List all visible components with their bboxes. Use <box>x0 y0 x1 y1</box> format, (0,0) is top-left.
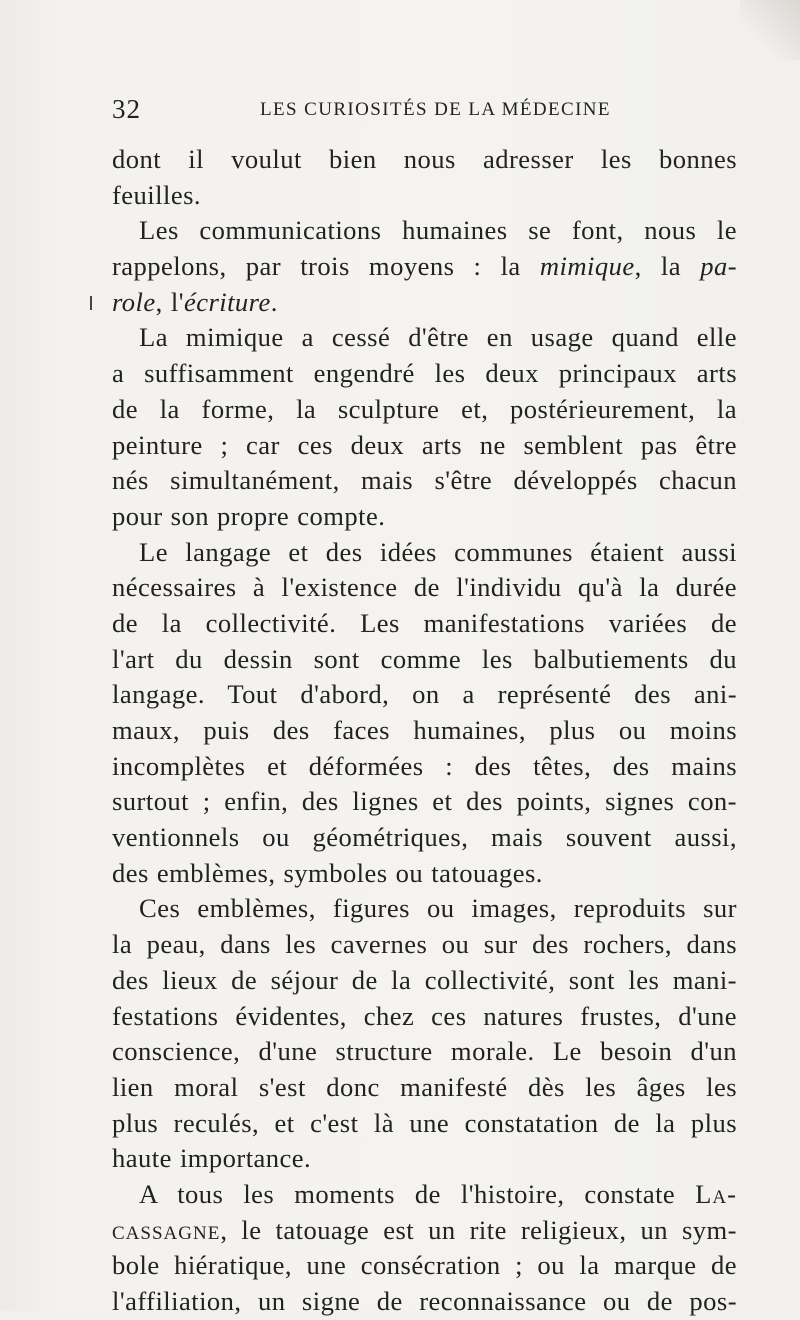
text-line: A tous les moments de l'histoire, constate La- <box>139 1178 737 1209</box>
text-line: plus reculés, et c'est là une constatation de la plus <box>112 1107 737 1138</box>
text-line: ventionnels ou géométriques, mais souvent aussi, <box>112 822 737 853</box>
text-line: nécessaires à l'existence de l'individu qu'à la durée <box>112 572 737 603</box>
page-corner-shadow <box>740 0 800 60</box>
small-caps-name: cassagne <box>112 1214 221 1245</box>
text-line: maux, puis des faces humaines, plus ou moins <box>112 715 737 745</box>
text-line: surtout ; enfin, des lignes et des points, signes con- <box>112 786 737 817</box>
italic-term: pa- <box>700 251 738 282</box>
text-line: l'affiliation, un signe de reconnaissance ou de pos- <box>112 1286 737 1316</box>
text-line: role, l'écriture. <box>112 286 278 317</box>
text-line: rappelons, par trois moyens : la mimique, la pa- <box>112 251 738 282</box>
margin-mark <box>90 296 92 310</box>
text-line: La mimique a cessé d'être en usage quand elle <box>139 322 737 353</box>
text-line: la peau, dans les cavernes ou sur des rochers, dans <box>112 929 737 960</box>
text-line: cassagne, le tatouage est un rite religieux, un sym- <box>112 1214 737 1245</box>
text-line: de la collectivité. Les manifestations variées de <box>112 607 737 638</box>
text-line: incomplètes et déformées : des têtes, des mains <box>112 750 737 781</box>
text-line: bole hiératique, une consécration ; ou la marque de <box>112 1250 737 1281</box>
text-line: feuilles. <box>112 179 201 210</box>
text-line: conscience, d'une structure morale. Le besoin d'un <box>112 1036 737 1067</box>
body-text <box>112 142 737 1320</box>
text-line: des emblèmes, symboles ou tatouages. <box>112 857 543 888</box>
text-line: pour son propre compte. <box>112 500 386 531</box>
text-line: langage. Tout d'abord, on a représenté des ani- <box>112 679 737 710</box>
text-line: a suffisamment engendré les deux principaux arts <box>112 358 737 389</box>
italic-term: mimique <box>539 251 635 282</box>
text-line: haute importance. <box>112 1143 312 1174</box>
text-line: peinture ; car ces deux arts ne semblent pas être <box>112 429 737 460</box>
text-line: dont il voulut bien nous adresser les bonnes <box>112 144 737 174</box>
text-line: des lieux de séjour de la collectivité, sont les mani- <box>112 964 737 995</box>
text-line: de la forme, la sculpture et, postérieurement, la <box>112 393 737 424</box>
text-line: nés simultanément, mais s'être développés chacun <box>112 465 737 496</box>
running-title: LES CURIOSITÉS DE LA MÉDECINE <box>260 99 611 120</box>
text-line: festations évidentes, chez ces natures frustes, d'une <box>112 1000 737 1031</box>
text-line: Les communications humaines se font, nous le <box>139 215 737 246</box>
page-number: 32 <box>112 94 141 124</box>
text-line: Ces emblèmes, figures ou images, reproduits sur <box>139 893 737 924</box>
text-line: Le langage et des idées communes étaient aussi <box>139 536 737 567</box>
page-header <box>112 94 736 124</box>
text-line: l'art du dessin sont comme les balbutiements du <box>112 643 737 674</box>
text-line: lien moral s'est donc manifesté dès les âges les <box>112 1071 737 1102</box>
italic-term: role <box>112 286 156 317</box>
italic-term: écriture <box>183 286 271 317</box>
small-caps-name: La- <box>695 1178 737 1209</box>
